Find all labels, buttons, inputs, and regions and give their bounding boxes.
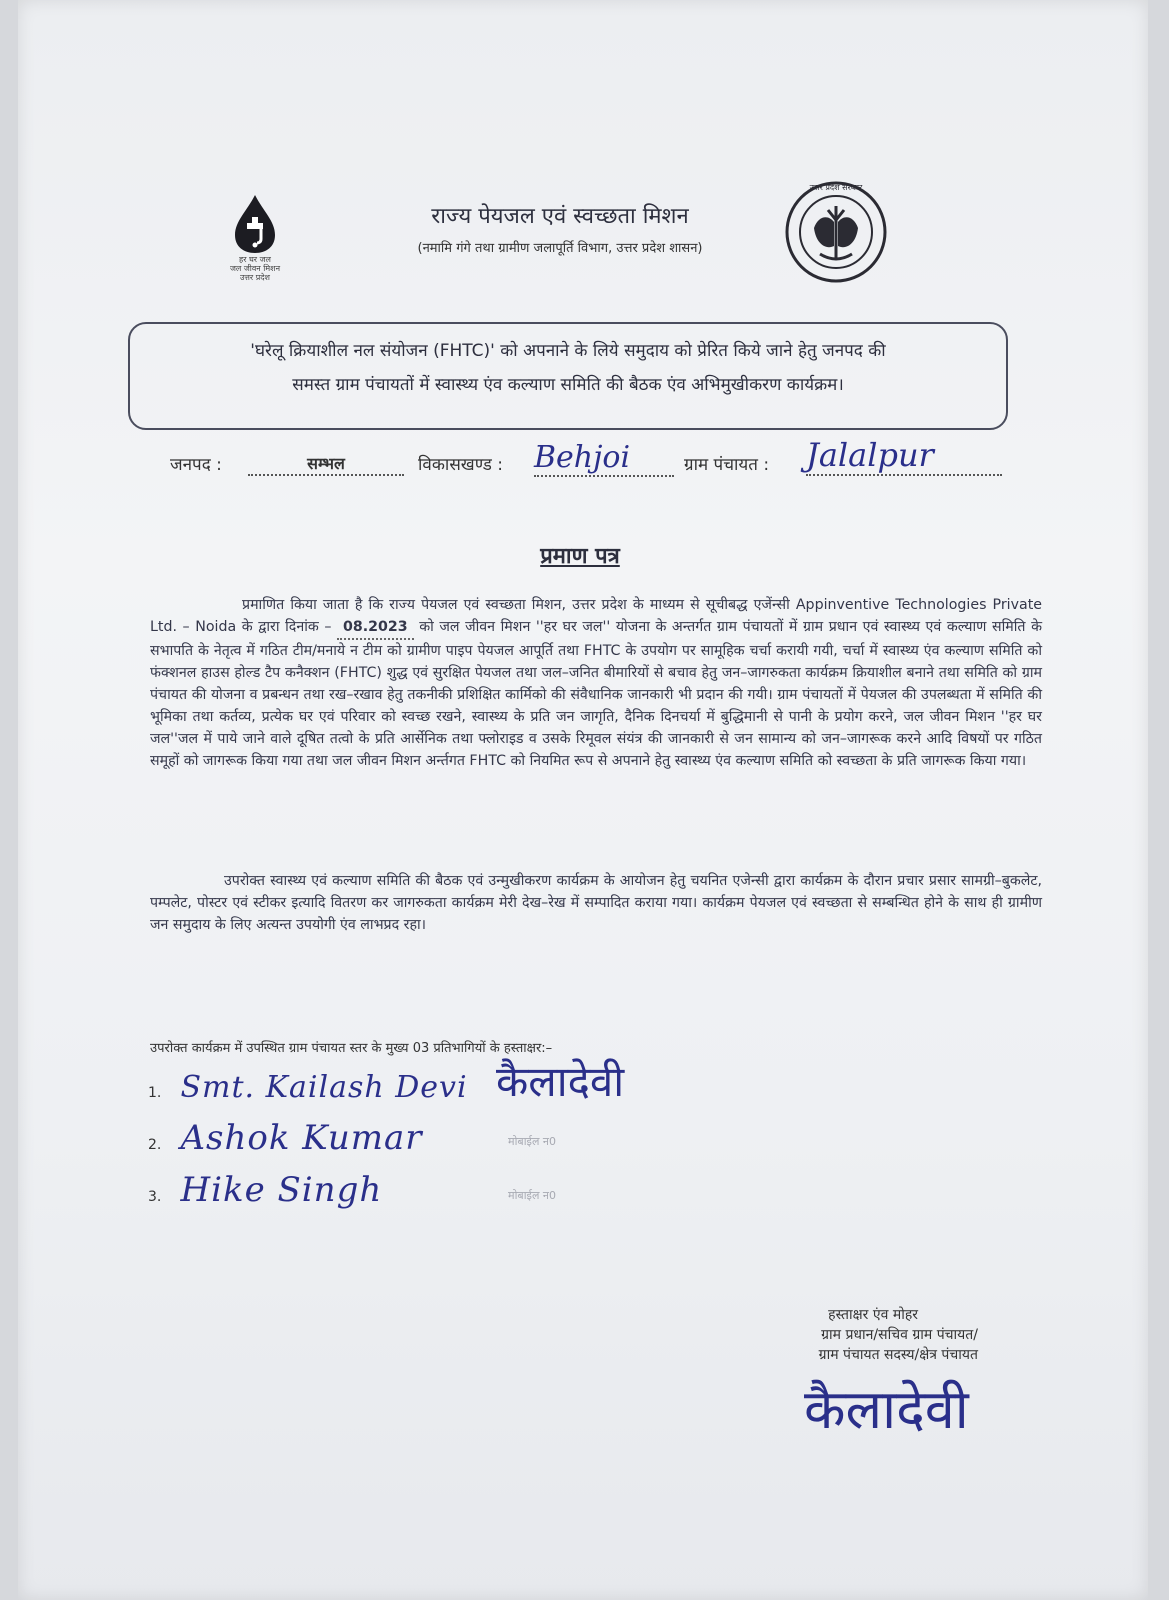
participant-signature-name: Smt. Kailash Devi: [180, 1070, 468, 1105]
up-government-emblem: [784, 180, 888, 284]
participant-number: 1.: [148, 1085, 162, 1101]
block-label: विकासखण्ड :: [418, 455, 504, 475]
participant-signature-name: Ashok Kumar: [180, 1118, 423, 1158]
signatory-line-1: हस्ताक्षर एंव मोहर: [828, 1307, 918, 1323]
paragraph-1-part-a: प्रमाणित किया जाता है कि राज्य पेयजल एवं स्वच्छता मिशन, उत्तर प्रदेश के माध्यम से सूचीबद्ध एजेंन्सी Appinventive Technologies Private Ltd. – Noida के द्वारा दिनांक –: [150, 597, 1042, 635]
program-title-box: [128, 322, 1008, 430]
participants-intro: उपरोक्त कार्यक्रम में उपस्थित ग्राम पंचायत स्तर के मुख्य 03 प्रतिभागियों के हस्ताक्षर:–: [150, 1041, 553, 1056]
logo-caption-1: हर घर जल: [239, 255, 271, 264]
district-value: सम्भल: [248, 452, 404, 476]
signatory-line-2: ग्राम प्रधान/सचिव ग्राम पंचायत/: [821, 1327, 978, 1343]
certificate-title: प्रमाण पत्र: [540, 544, 620, 569]
district-label: जनपद :: [170, 455, 222, 475]
signatory-signature: कैलादेवी: [804, 1378, 969, 1441]
logo-caption-2: जल जीवन मिशन: [229, 264, 281, 273]
panchayat-field: [806, 436, 1002, 476]
water-drop-icon: [225, 193, 285, 255]
participant-row-2: [148, 1118, 488, 1168]
certificate-paragraph-1: [150, 594, 1042, 772]
certificate-paragraph-2: [150, 870, 1042, 936]
paragraph-1-part-b: को जल जीवन मिशन ''हर घर जल'' योजना के अन्तर्गत ग्राम पंचायतों में ग्राम प्रधान एवं स्वास्थ्य एवं कल्याण समिति के सभापति के नेतृत्व में गठित टीम/मनाये न टीम को ग्रामीण पाइप पेयजल आपूर्ति तथा FHTC के उपयोग पर सामूहिक चर्चा करायी गयी, चर्चा में स्वास्थ्य एंव कल्याण समिति को फंक्शनल हाउस होल्ड टैप कनैक्शन (FHTC) शुद्ध एवं सुरक्षित पेयजल तथा जल–जनित बीमारियों से बचाव हेतु जन–जागरुकता कार्यक्रम क्रियाशील बनाने तथा समिति को ग्राम पंचायत की योजना व प्रबन्धन तथा रख–रखाव हेतु तकनीकी प्रशिक्षित कार्मिको की संवैधानिक जानकारी भी प्रदान की गयी। ग्राम पंचायतों में पेयजल की उपलब्धता में समिति की भूमिका तथा कर्तव्य, प्रत्येक घर एवं परिवार को स्वच्छ रखने, स्वास्थ्य के प्रति जन जागृति, दैनिक दिनचर्या में बुद्धिमानी से पानी के प्रयोग करने, जल जीवन मिशन ''हर घर जल''जल में पाये जाने वाले दूषित तत्वो के प्रति आर्सेनिक तथा फ्लोराइड व उसके रिमूवल संयंत्र की जानकारी से जन सामान्य को जन–जागरूक करने आदि विषयों पर गठित समूहों को जागरूक किया गया तथा जल जीवन मिशन अर्न्तगत FHTC को नियमित रूप से अपनाने हेतु स्वास्थ्य एंव कल्याण समिति को स्वच्छता के प्रति जागरूक किया गया।: [150, 619, 1042, 769]
district-field: [248, 452, 404, 492]
participant-number: 3.: [148, 1189, 162, 1205]
program-line-2: समस्त ग्राम पंचायतों में स्वास्थ्य एंव कल्याण समिति की बैठक एंव अभिमुखीकरण कार्यक्रम।: [292, 375, 844, 395]
mobile-label: मोबाईल न0: [508, 1135, 557, 1148]
panchayat-label: ग्राम पंचायत :: [684, 455, 770, 475]
paragraph-2-text: उपरोक्त स्वास्थ्य एवं कल्याण समिति की बैठक एवं उन्मुखीकरण कार्यक्रम के आयोजन हेतु चयनित एजेन्सी द्वारा कार्यक्रम के दौरान प्रचार प्रसार सामग्री–बुकलेट, पम्पलेट, पोस्टर एवं स्टीकर इत्यादि वितरण कर जागरुकता कार्यक्रम मेरी देख–रेख में सम्पादित कराया गया। कार्यक्रम पेयजल एवं स्वच्छता से सम्बन्धित होने के साथ ही ग्रामीण जन समुदाय के लिए अत्यन्त उपयोगी एंव लाभप्रद रहा।: [150, 873, 1042, 933]
signatory-block: [738, 1305, 978, 1365]
signatory-line-3: ग्राम पंचायत सदस्य/क्षेत्र पंचायत: [818, 1347, 978, 1363]
har-ghar-jal-logo: [210, 193, 300, 288]
program-line-1: 'घरेलू क्रियाशील नल संयोजन (FHTC)' को अपनाने के लिये समुदाय को प्रेरित किये जाने हेतु जनपद की: [250, 341, 886, 361]
up-emblem-icon: [784, 180, 888, 284]
mission-subtitle: (नमामि गंगे तथा ग्रामीण जलापूर्ति विभाग, उत्तर प्रदेश शासन): [417, 241, 703, 256]
participant-row-3: [148, 1170, 428, 1220]
participant-signature-name: Hike Singh: [180, 1170, 383, 1210]
emblem-text: उत्तर प्रदेश सरकार: [809, 183, 863, 192]
panchayat-value: Jalalpur: [806, 436, 1002, 476]
block-field: [534, 440, 674, 480]
block-value: Behjoi: [534, 440, 674, 477]
mission-title: राज्य पेयजल एवं स्वच्छता मिशन: [431, 204, 689, 229]
mobile-label: मोबाईल न0: [508, 1189, 557, 1202]
participant-number: 2.: [148, 1137, 162, 1153]
participant-hindi-signature: कैलादेवी: [496, 1057, 625, 1106]
logo-caption-3: उत्तर प्रदेश: [240, 273, 270, 282]
participant-row-1: [148, 1070, 488, 1120]
event-date: 08.2023: [337, 616, 414, 640]
